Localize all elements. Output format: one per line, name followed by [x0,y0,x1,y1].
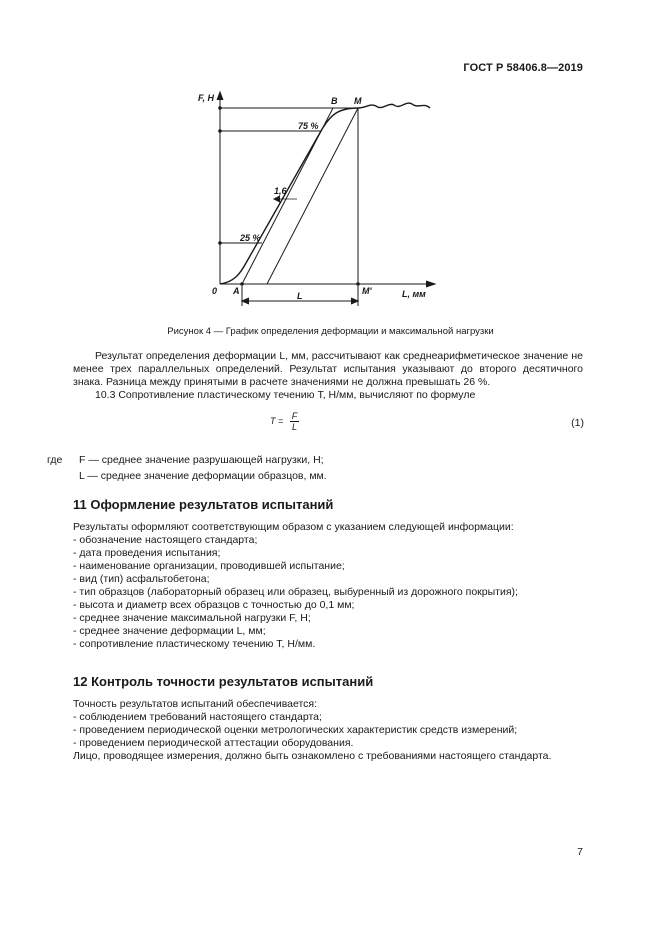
dim-arrow-left [242,298,249,304]
label-25: 25 % [240,233,261,243]
section-12-title: 12 Контроль точности результатов испытаний [73,674,374,689]
y-axis-label: F, Н [198,93,215,103]
dim-arrow-right [351,298,358,304]
x-axis-arrow [426,281,435,287]
where-F: F — среднее значение разрушающей нагрузки, Н; [79,454,324,466]
label-A: A [233,286,240,296]
point-Mprime [356,282,360,286]
label-B: B [331,96,338,106]
tangent-line [242,108,333,284]
load-curve [220,103,430,284]
formula-fraction [290,411,300,432]
point-25 [218,241,222,245]
list-item: - соблюдением требований настоящего стандарта; [73,711,322,723]
deformation-paragraph: Результат определения деформации L, мм, рассчитывают как среднеарифметическое значение не менее трех параллельных определений. Результат испытания указывают до второго десятичного знака. Разница между принятыми в расчете значениями не должна превышать 26 %. [73,350,583,388]
list-item: - обозначение настоящего стандарта; [73,534,258,546]
section-11-title: 11 Оформление результатов испытаний [73,497,334,512]
list-item: - тип образцов (лабораторный образец или образец, выбуренный из дорожного покрытия); [73,586,518,598]
formula-denominator: L [292,422,298,432]
formula-number: (1) [571,417,584,429]
load-deformation-figure [190,88,450,313]
list-item: - вид (тип) асфальтобетона; [73,573,210,585]
list-item: - наименование организации, проводившей испытание; [73,560,345,572]
list-item: - среднее значение максимальной нагрузки F, Н; [73,612,311,624]
y-axis-arrow [217,92,223,100]
section-11-intro: Результаты оформляют соответствующим образом с указанием следующей информации: [73,521,514,533]
list-item: - сопротивление пластическому течению T, Н/мм. [73,638,316,650]
label-75: 75 % [298,121,319,131]
list-item: - высота и диаметр всех образцов с точностью до 0,1 мм; [73,599,355,611]
label-Mprime: M' [362,286,372,296]
clause-10-3: 10.3 Сопротивление пластическому течению T, Н/мм, вычисляют по формуле [95,389,476,401]
x-axis-label: L, мм [402,289,426,299]
list-item: - проведением периодической аттестации оборудования. [73,737,354,749]
point-A [240,282,244,286]
where-block [47,452,587,484]
point-75 [218,129,222,133]
formula-lhs: T = [270,415,284,426]
label-16: 1,6 [274,186,287,196]
standard-header: ГОСТ Р 58406.8—2019 [463,62,583,74]
label-L: L [297,291,303,301]
list-item: - дата проведения испытания; [73,547,221,559]
section-12-intro: Точность результатов испытаний обеспечивается: [73,698,318,710]
offset-arrow [274,196,280,202]
point-max [218,106,222,110]
list-item: - проведением периодической оценки метрологических характеристик средств измерений; [73,724,518,736]
parallel-line [267,108,358,284]
section-12-closing: Лицо, проводящее измерения, должно быть ознакомлено с требованиями настоящего стандарта. [73,750,552,762]
figure-caption: Рисунок 4 — График определения деформации и максимальной нагрузки [167,326,494,337]
section-12-body [73,698,588,763]
formula-numerator: F [291,411,298,421]
where-L: L — среднее значение деформации образцов, мм. [79,470,327,482]
page-number: 7 [577,846,583,858]
formula [270,411,299,432]
label-0: 0 [212,286,218,296]
list-item: - среднее значение деформации L, мм; [73,625,266,637]
section-11-body [73,521,588,651]
where-word: где [47,454,63,466]
label-M: M [354,96,362,106]
